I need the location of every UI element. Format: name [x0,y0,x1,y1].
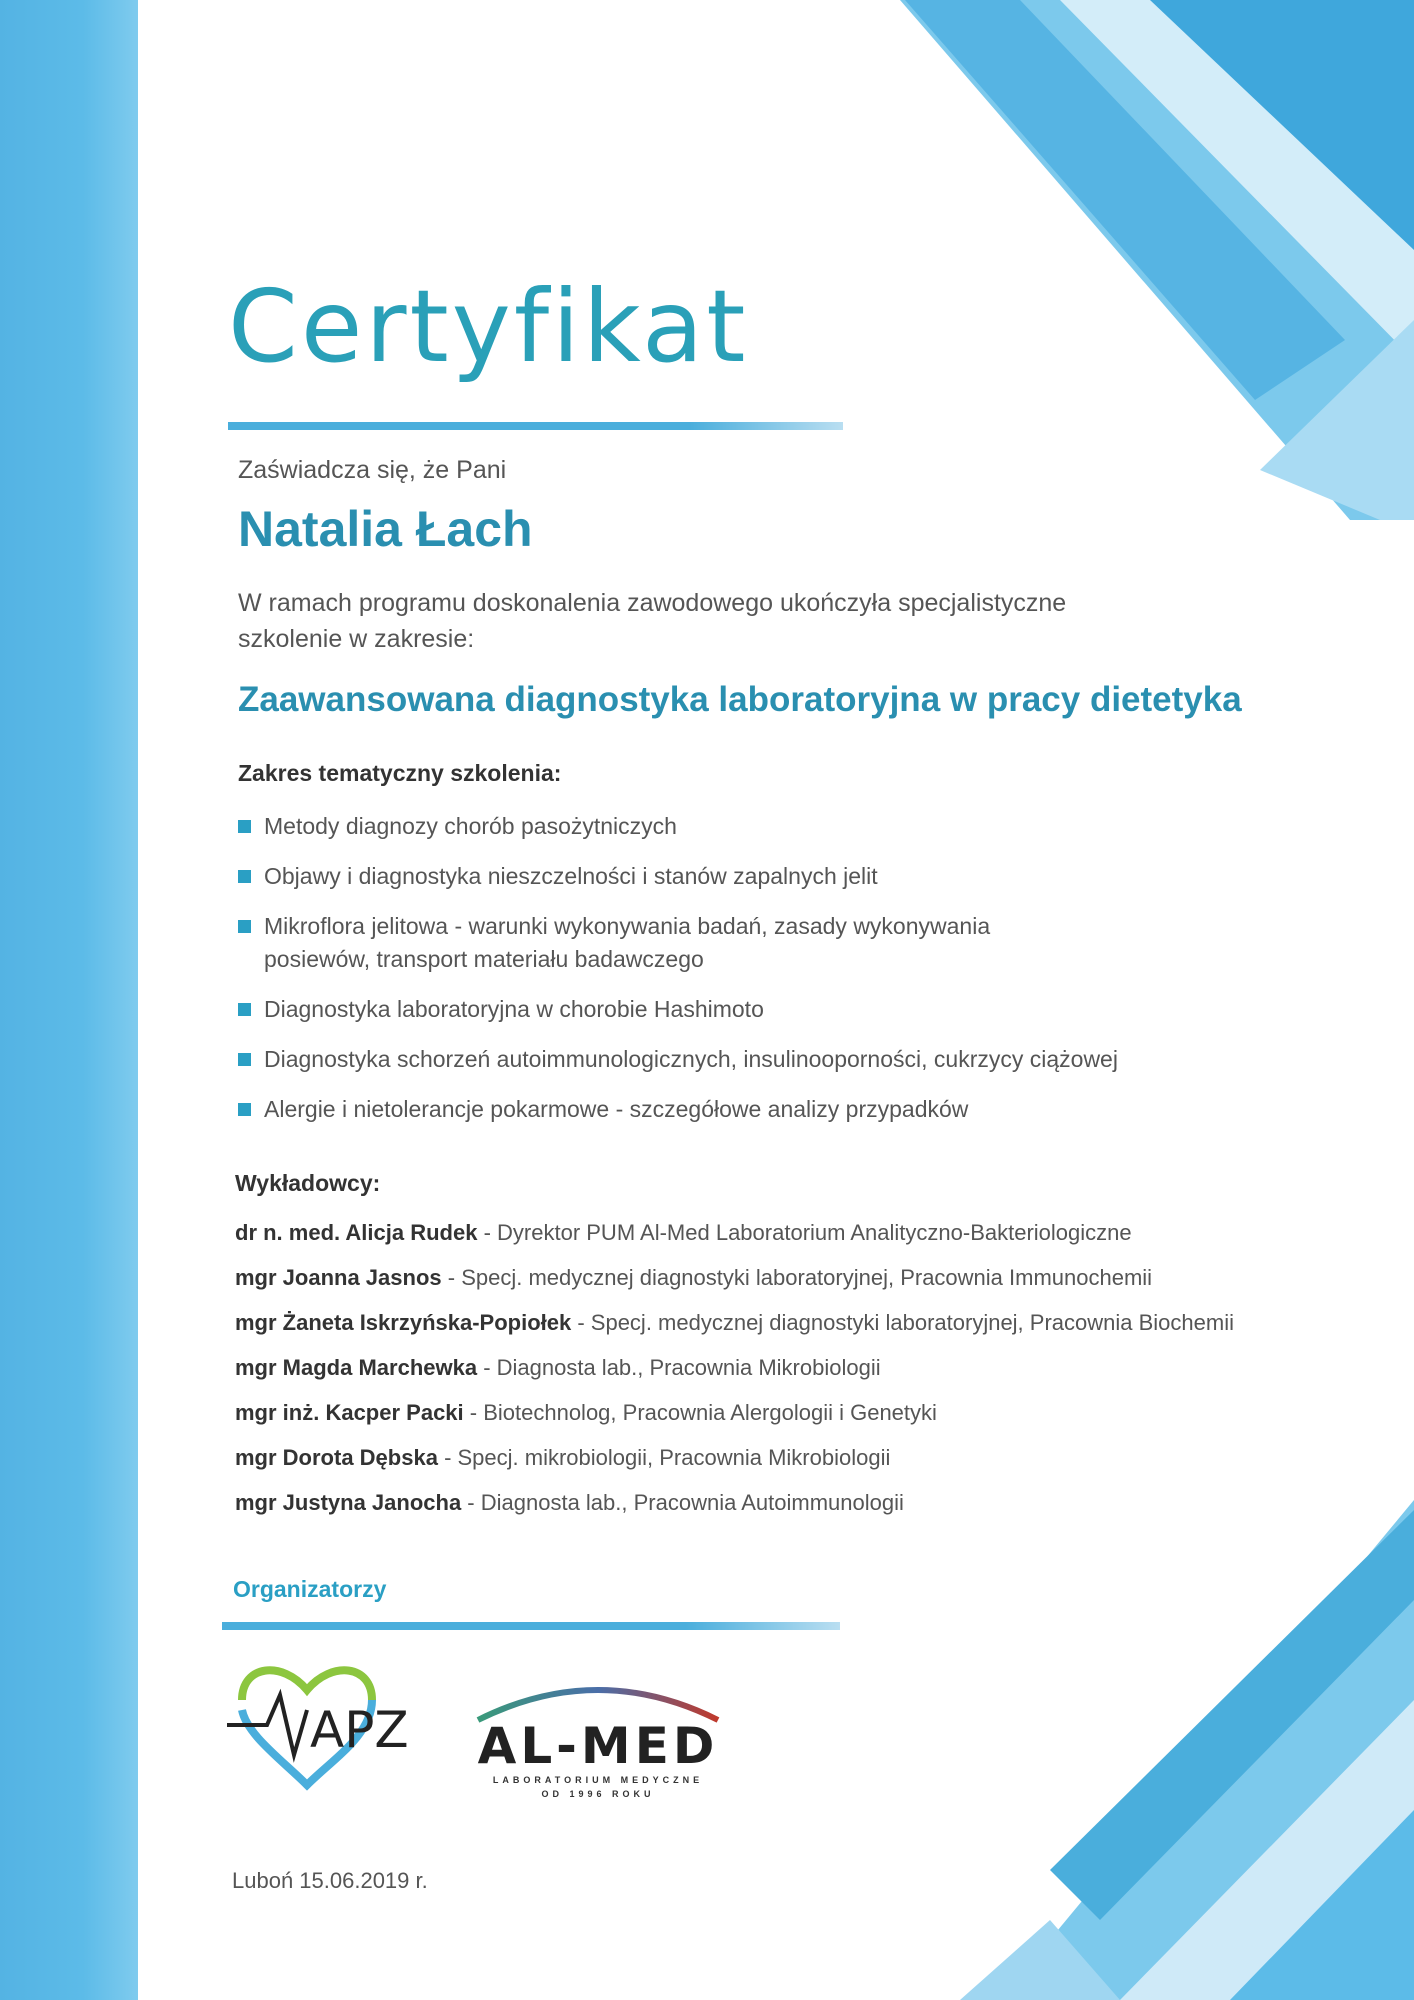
lecturer-row [235,1218,1235,1248]
lecturer-row [235,1488,1235,1518]
list-item: Diagnostyka laboratoryjna w chorobie Hashimoto [238,993,1118,1026]
lecturer-row [235,1353,1235,1383]
issue-date: Luboń 15.06.2019 r. [232,1868,428,1893]
list-item: Metody diagnozy chorób pasożytniczych [238,810,1118,843]
list-item: Diagnostyka schorzeń autoimmunologicznych, insulinooporności, cukrzycy ciążowej [238,1043,1118,1076]
lecturer-role: - Biotechnolog, Pracownia Alergologii i Genetyki [463,1400,937,1425]
lecturer-name: dr n. med. Alicja Rudek [235,1220,478,1245]
lecturer-row [235,1308,1235,1338]
square-bullet-icon [238,1003,251,1016]
topics-list [238,810,1118,1143]
almed-subtitle: LABORATORIUM MEDYCZNE [492,1775,704,1785]
lecturer-row [235,1398,1235,1428]
lecturer-row [235,1443,1235,1473]
title-divider [228,422,843,430]
lecturer-name: mgr Justyna Janocha [235,1490,462,1515]
list-item: Alergie i nietolerancje pokarmowe - szczegółowe analizy przypadków [238,1093,1118,1126]
lecturer-role: - Dyrektor PUM Al-Med Laboratorium Analityczno-Bakteriologiczne [477,1220,1132,1245]
almed-arc-icon [458,1665,738,1725]
description-text: W ramach programu doskonalenia zawodowego ukończyła specjalistyczne szkolenie w zakresie: [238,589,1067,653]
organizers-heading: Organizatorzy [233,1576,387,1602]
lecturer-row [235,1263,1235,1293]
lecturer-name: mgr Dorota Dębska [235,1445,438,1470]
lecturer-role: - Specj. mikrobiologii, Pracownia Mikrobiologii [437,1445,891,1470]
almed-wordmark: AL-MED [477,1717,719,1775]
square-bullet-icon [238,1103,251,1116]
lecturer-name: mgr Joanna Jasnos [235,1265,442,1290]
square-bullet-icon [238,820,251,833]
list-item: Mikroflora jelitowa - warunki wykonywania badań, zasady wykonywania posiewów, transport materiału badawczego [238,910,1084,976]
apz-logo [222,1655,409,1795]
almed-since: OD 1996 ROKU [541,1789,655,1799]
lecturer-name: mgr inż. Kacper Packi [235,1400,464,1425]
certificate-title: Certyfikat [228,268,749,385]
scope-heading: Zakres tematyczny szkolenia: [238,760,562,786]
square-bullet-icon [238,870,251,883]
lecturer-role: - Diagnosta lab., Pracownia Autoimmunologii [461,1490,904,1515]
lecturer-role: - Specj. medycznej diagnostyki laboratoryjnej, Pracownia Immunochemii [441,1265,1153,1290]
list-item: Objawy i diagnostyka nieszczelności i stanów zapalnych jelit [238,860,1118,893]
lecturer-role: - Diagnosta lab., Pracownia Mikrobiologii [477,1355,881,1380]
svg-text:APZ: APZ [310,1701,409,1759]
recipient-name: Natalia Łach [238,501,533,557]
course-title: Zaawansowana diagnostyka laboratoryjna w pracy dietetyka [238,680,1242,719]
square-bullet-icon [238,920,251,933]
lecturers-heading: Wykładowcy: [235,1170,381,1196]
lecturer-role: - Specj. medycznej diagnostyki laboratoryjnej, Pracownia Biochemii [571,1310,1234,1335]
almed-logo [458,1665,738,1799]
lecturer-name: mgr Magda Marchewka [235,1355,478,1380]
square-bullet-icon [238,1053,251,1066]
organizers-divider [222,1622,840,1630]
lecturers-list [235,1218,1235,1533]
lecturer-name: mgr Żaneta Iskrzyńska-Popiołek [235,1310,572,1335]
intro-text: Zaświadcza się, że Pani [238,456,507,484]
